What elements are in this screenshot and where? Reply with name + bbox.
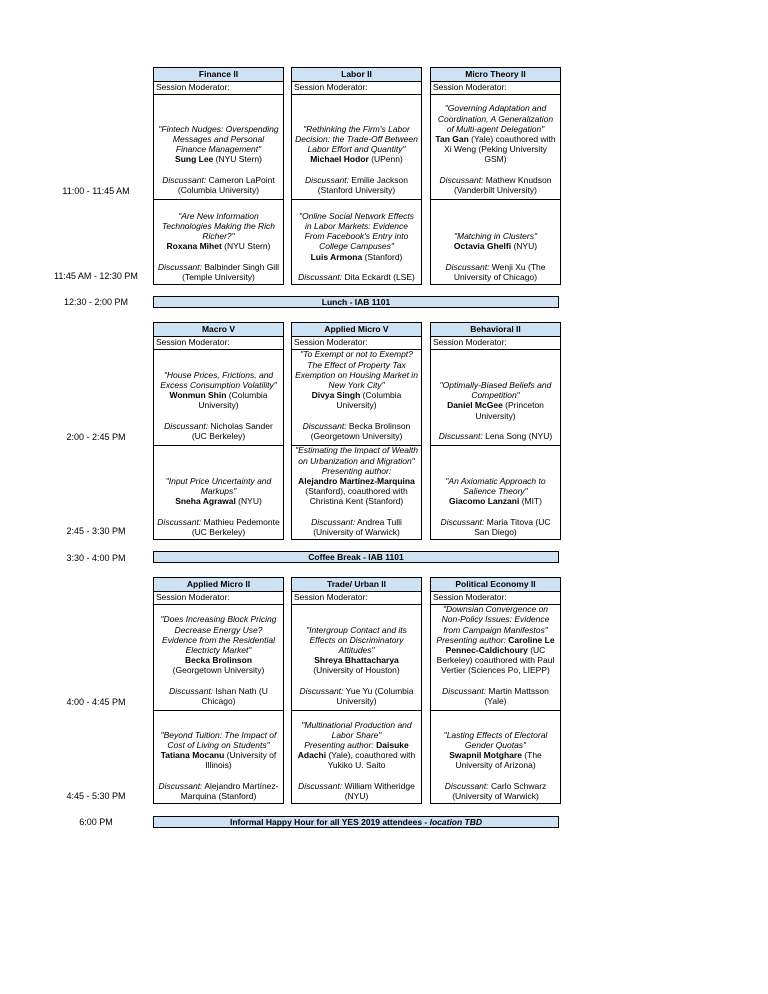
session-title: Applied Micro V bbox=[292, 323, 421, 337]
session-applied-micro-ii bbox=[153, 577, 284, 804]
session-title: Political Economy II bbox=[431, 578, 560, 592]
discussant-label: Discussant: bbox=[438, 430, 483, 441]
discussant-name: Lena Song (NYU) bbox=[482, 430, 553, 441]
paper-title: "Online Social Network Effects in Labor Markets: Evidence From Facebook's Entry into College Campuses" bbox=[299, 210, 414, 252]
discussant-name: Andrea Tulli (University of Warwick) bbox=[313, 516, 402, 537]
happy-hour-text: Informal Happy Hour for all YES 2019 attendees - bbox=[229, 817, 430, 827]
discussant-label: Discussant: bbox=[169, 685, 214, 696]
discussant-name: Nicholas Sander (UC Berkeley) bbox=[191, 420, 273, 441]
paper-title: "House Prices, Frictions, and Excess Consumption Volatility" bbox=[160, 369, 277, 390]
discussant-label: Discussant: bbox=[439, 174, 484, 185]
presenter-name: Tan Gan bbox=[435, 133, 469, 144]
presenter-name: Tatiana Mocanu bbox=[160, 750, 225, 761]
presenting-label: Presenting author: bbox=[304, 739, 374, 750]
time-label: 11:45 AM - 12:30 PM bbox=[54, 271, 138, 281]
session-trade-urban-ii bbox=[291, 577, 422, 804]
presenter-affiliation: (NYU Stern) bbox=[213, 154, 262, 165]
time-label: 12:30 - 2:00 PM bbox=[63, 297, 129, 307]
presenter-name: Alejandro Martínez-Marquina bbox=[298, 475, 415, 486]
discussant-label: Discussant: bbox=[311, 516, 356, 527]
presenter-affiliation: (UPenn) bbox=[368, 154, 403, 165]
paper-slot bbox=[154, 605, 283, 711]
paper-slot bbox=[154, 711, 283, 805]
time-label: 4:45 - 5:30 PM bbox=[66, 791, 126, 801]
discussant-label: Discussant: bbox=[164, 420, 209, 431]
paper-title: "An Axiomatic Approach to Salience Theory" bbox=[445, 475, 546, 497]
time-label: 4:00 - 4:45 PM bbox=[66, 697, 126, 707]
presenter-name: Giacomo Lanzani bbox=[448, 496, 520, 507]
presenter-name: Becka Brolinson bbox=[184, 655, 253, 666]
discussant-label: Discussant: bbox=[305, 174, 349, 185]
paper-title: "Governing Adaptation and Coordination, A Generalization of Multi-agent Delegation" bbox=[437, 103, 554, 134]
coffee-break-bar: Coffee Break - IAB 1101 bbox=[153, 551, 559, 563]
presenter-name: Octavia Ghelfi bbox=[453, 241, 512, 252]
session-moderator: Session Moderator: bbox=[154, 337, 283, 350]
session-title: Labor II bbox=[292, 68, 421, 82]
discussant-label: Discussant: bbox=[299, 685, 344, 696]
paper-slot bbox=[431, 711, 560, 805]
paper-slot bbox=[431, 446, 560, 541]
session-title: Behavioral II bbox=[431, 323, 560, 337]
time-label: 3:30 - 4:00 PM bbox=[66, 553, 126, 563]
discussant-name: Wenji Xu (The University of Chicago) bbox=[453, 261, 546, 282]
discussant-name: Cameron LaPoint (Columbia University) bbox=[177, 174, 275, 195]
time-label: 11:00 - 11:45 AM bbox=[62, 186, 130, 196]
discussant-name: Yue Yu (Columbia University) bbox=[336, 685, 414, 706]
session-moderator: Session Moderator: bbox=[292, 337, 421, 350]
paper-slot bbox=[292, 711, 421, 805]
time-label: 6:00 PM bbox=[79, 817, 113, 827]
discussant-label: Discussant: bbox=[440, 516, 485, 527]
session-title: Micro Theory II bbox=[431, 68, 560, 82]
session-title: Trade/ Urban II bbox=[292, 578, 421, 592]
discussant-name: Emilie Jackson (Stanford University) bbox=[317, 174, 408, 195]
discussant-label: Discussant: bbox=[302, 420, 347, 431]
presenter-name: Divya Singh bbox=[311, 390, 361, 401]
presenter-affiliation: (Columbia University) bbox=[336, 390, 402, 411]
paper-title: "Fintech Nudges: Overspending Messages and Personal Finance Management" bbox=[158, 123, 279, 155]
paper-slot bbox=[431, 200, 560, 286]
presenter-name: Luis Armona bbox=[310, 251, 363, 262]
presenter-affiliation: (Columbia University) bbox=[198, 390, 268, 411]
paper-slot bbox=[154, 200, 283, 286]
discussant-name: William Witheridge (NYU) bbox=[342, 780, 415, 801]
presenter-name: Daisuke Adachi bbox=[297, 739, 409, 761]
discussant-label: Discussant: bbox=[444, 780, 489, 791]
paper-title: "Estimating the Impact of Wealth on Urbanization and Migration" bbox=[295, 446, 418, 466]
presenter-name: Swapnil Motghare bbox=[449, 750, 522, 761]
presenter-affiliation: (Princeton University) bbox=[475, 400, 544, 421]
session-title: Finance II bbox=[154, 68, 283, 82]
discussant-name: Mathieu Pedemonte (UC Berkeley) bbox=[191, 516, 280, 537]
paper-title: "Optimally-Biased Beliefs and Competition" bbox=[439, 379, 552, 401]
session-macro-v bbox=[153, 322, 284, 540]
discussant-name: Ishan Nath (U Chicago) bbox=[201, 685, 268, 706]
paper-slot bbox=[154, 350, 283, 446]
paper-slot bbox=[292, 200, 421, 286]
presenter-affiliation: (Yale), coauthored with Yukiko U. Saito bbox=[326, 750, 416, 771]
discussant-label: Discussant: bbox=[158, 261, 202, 272]
paper-title: "Beyond Tuition: The Impact of Cost of Living on Students" bbox=[160, 729, 277, 750]
paper-slot bbox=[292, 605, 421, 711]
paper-title: "Intergroup Contact and its Effects on Discriminatory Attitudes" bbox=[306, 624, 407, 655]
discussant-name: Becka Brolinson (Georgetown University) bbox=[310, 420, 411, 441]
session-moderator: Session Moderator: bbox=[431, 592, 560, 605]
discussant-label: Discussant: bbox=[157, 516, 202, 527]
presenting-label: Presenting author: bbox=[436, 634, 506, 645]
session-moderator: Session Moderator: bbox=[292, 592, 421, 605]
paper-title: "Are New Information Technologies Making the Rich Richer?" bbox=[161, 210, 276, 242]
presenter-affiliation: (NYU) bbox=[511, 241, 538, 252]
discussant-label: Discussant: bbox=[442, 685, 487, 696]
presenter-name: Sneha Agrawal bbox=[175, 496, 236, 507]
presenting-label: Presenting author: bbox=[321, 465, 392, 476]
session-applied-micro-v bbox=[291, 322, 422, 540]
presenter-name: Roxana Mihet bbox=[166, 241, 222, 252]
discussant-name: Dita Eckardt (LSE) bbox=[342, 271, 415, 282]
paper-title: "Input Price Uncertainty and Markups" bbox=[165, 475, 272, 497]
presenter-affiliation: (University of Houston) bbox=[313, 665, 400, 676]
discussant-name: Mathew Knudson (Vanderbilt University) bbox=[454, 174, 552, 195]
session-title: Applied Micro II bbox=[154, 578, 283, 592]
presenter-name: Michael Hodor bbox=[310, 154, 369, 165]
discussant-name: Carlo Schwarz (University of Warwick) bbox=[452, 780, 547, 801]
discussant-name: Martin Mattsson (Yale) bbox=[484, 685, 549, 706]
presenter-name: Daniel McGee bbox=[447, 400, 503, 411]
paper-title: "To Exempt or not to Exempt? The Effect of Property Tax Exemption on Housing Market in New York City" bbox=[295, 350, 418, 390]
session-moderator: Session Moderator: bbox=[154, 82, 283, 95]
session-labor-ii bbox=[291, 67, 422, 285]
paper-slot bbox=[431, 605, 560, 711]
paper-title: "Does Increasing Block Pricing Decrease Energy Use? Evidence from the Residential Electricty Market" bbox=[160, 614, 277, 655]
discussant-name: Alejandro Martínez-Marquina (Stanford) bbox=[180, 780, 279, 801]
discussant-label: Discussant: bbox=[298, 271, 343, 282]
presenter-affiliation: (UC Berkeley) coauthored with Paul Vertier (Sciences Po, LIEPP) bbox=[436, 644, 555, 676]
paper-title: "Lasting Effects of Electoral Gender Quotas" bbox=[443, 729, 548, 750]
discussant-name: Balbinder Singh Gill (Temple University) bbox=[182, 261, 279, 282]
presenter-affiliation: (NYU) bbox=[235, 496, 262, 507]
presenter-affiliation: (The University of Arizona) bbox=[455, 750, 542, 771]
presenter-name: Shreya Bhattacharya bbox=[314, 655, 399, 666]
presenter-affiliation: (Yale) coauthored with Xi Weng (Peking University GSM) bbox=[444, 133, 556, 165]
paper-slot bbox=[292, 446, 421, 541]
session-political-economy-ii bbox=[430, 577, 561, 804]
time-label: 2:00 - 2:45 PM bbox=[66, 432, 126, 442]
session-micro-theory-ii bbox=[430, 67, 561, 285]
paper-slot bbox=[431, 350, 560, 446]
paper-slot bbox=[431, 95, 560, 200]
discussant-label: Discussant: bbox=[158, 780, 203, 791]
paper-title: "Multinational Production and Labor Share" bbox=[301, 719, 412, 740]
session-finance-ii bbox=[153, 67, 284, 285]
discussant-label: Discussant: bbox=[445, 261, 490, 272]
session-moderator: Session Moderator: bbox=[431, 82, 560, 95]
presenter-affiliation: (Stanford), coauthored with Christina Kent (Stanford) bbox=[305, 486, 408, 507]
paper-slot bbox=[292, 95, 421, 200]
presenter-name: Caroline Le Pennec-Caldichoury bbox=[445, 634, 555, 655]
presenter-affiliation: (NYU Stern) bbox=[221, 241, 271, 252]
session-behavioral-ii bbox=[430, 322, 561, 540]
paper-slot bbox=[154, 95, 283, 200]
presenter-affiliation: (University of Illinois) bbox=[205, 750, 277, 771]
session-moderator: Session Moderator: bbox=[431, 337, 560, 350]
discussant-label: Discussant: bbox=[298, 780, 343, 791]
paper-slot bbox=[292, 350, 421, 446]
lunch-bar: Lunch - IAB 1101 bbox=[153, 296, 559, 308]
presenter-name: Sung Lee bbox=[175, 154, 214, 165]
presenter-affiliation: (Georgetown University) bbox=[172, 665, 265, 676]
session-moderator: Session Moderator: bbox=[292, 82, 421, 95]
discussant-label: Discussant: bbox=[162, 174, 207, 185]
presenter-affiliation: (Stanford) bbox=[362, 251, 403, 262]
time-label: 2:45 - 3:30 PM bbox=[66, 526, 126, 536]
paper-slot bbox=[154, 446, 283, 541]
paper-title: "Rethinking the Firm's Labor Decision: the Trade-Off Between Labor Effort and Quantity" bbox=[295, 123, 418, 155]
session-moderator: Session Moderator: bbox=[154, 592, 283, 605]
happy-hour-location: location TBD bbox=[429, 817, 483, 827]
presenter-affiliation: (MIT) bbox=[519, 496, 543, 507]
happy-hour-bar bbox=[153, 816, 559, 828]
discussant-name: Maria Titova (UC San Diego) bbox=[474, 516, 551, 537]
session-title: Macro V bbox=[154, 323, 283, 337]
presenter-name: Wonmun Shin bbox=[169, 390, 227, 401]
paper-title: "Downsian Convergence on Non-Policy Issues: Evidence from Campaign Manifestos" bbox=[441, 605, 550, 635]
paper-title: "Matching in Clusters" bbox=[453, 231, 538, 242]
